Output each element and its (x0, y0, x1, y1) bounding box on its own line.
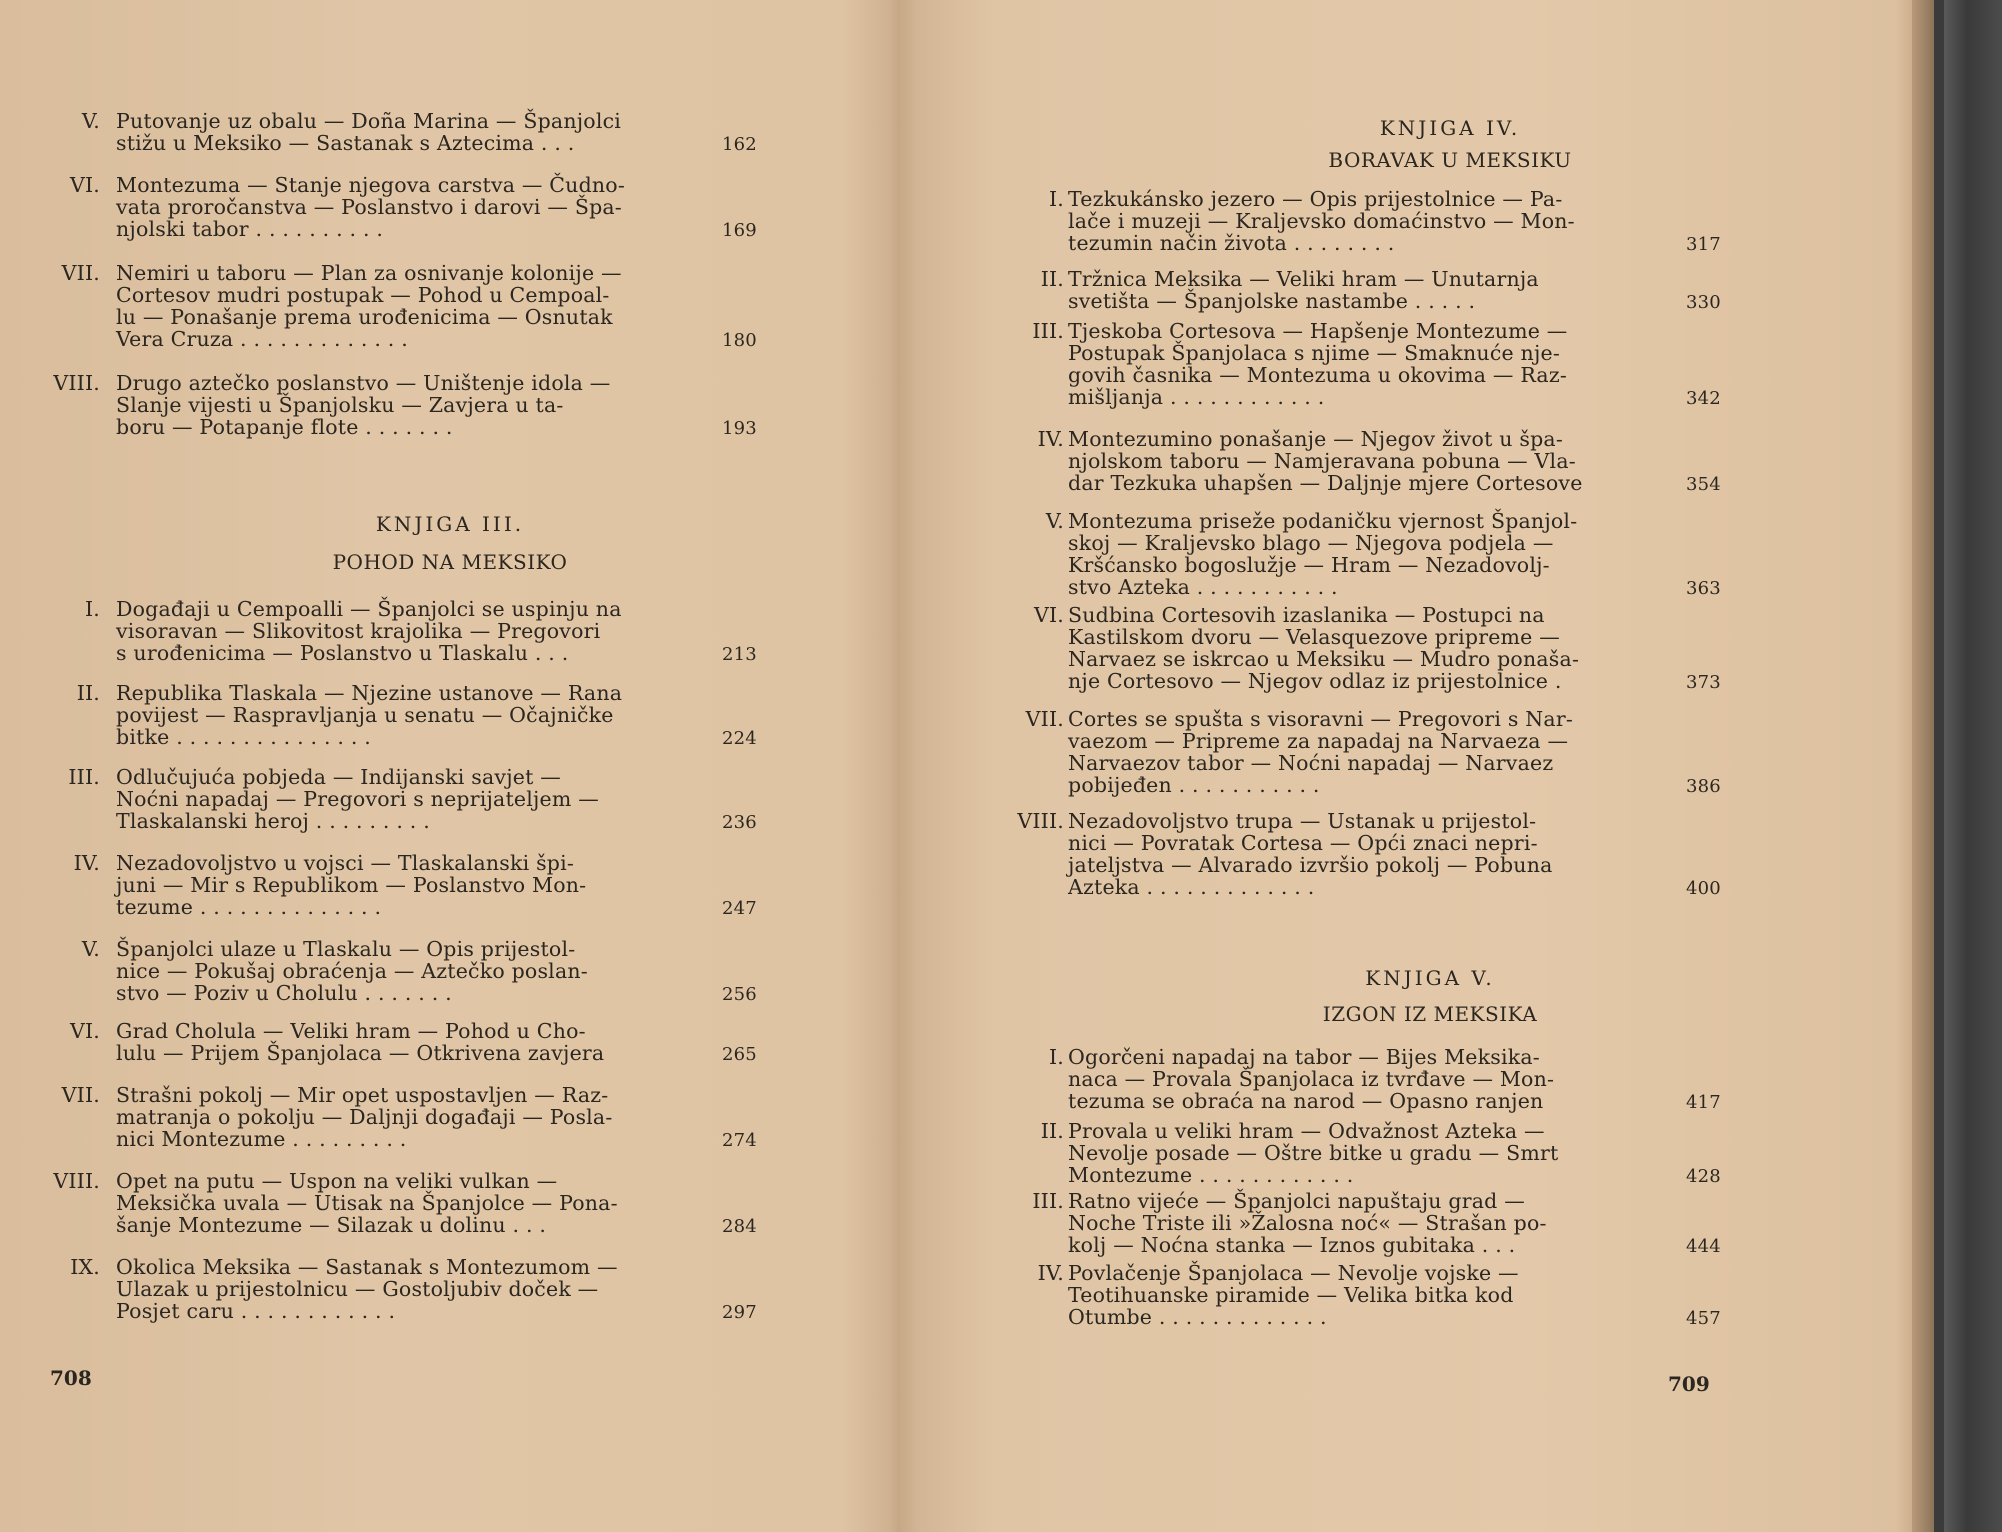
chapter-summary (1068, 810, 1646, 898)
book-title: BORAVAK U MEKSIKU (1328, 148, 1572, 172)
summary-line: Vera Cruza . . . . . . . . . . . . . (116, 327, 408, 351)
summary-line: Postupak Španjolaca s njime — Smaknuće nje- (1068, 341, 1560, 365)
summary-line: Događaji u Cempoalli — Španjolci se uspinju na (116, 597, 622, 621)
summary-line: matranja o pokolju — Daljnji događaji — Posla- (116, 1105, 613, 1129)
summary-line: Provala u veliki hram — Odvažnost Azteka — (1068, 1119, 1545, 1143)
chapter-page-number: 444 (1686, 1236, 1721, 1257)
chapter-summary (116, 262, 690, 350)
summary-line: stvo Azteka . . . . . . . . . . . (1068, 575, 1338, 599)
page-number: 708 (50, 1366, 92, 1390)
chapter-summary (1068, 1046, 1646, 1112)
book-heading: KNJIGA III. (375, 512, 525, 536)
chapter-page-number: 256 (722, 984, 757, 1005)
summary-line: Ogorčeni napadaj na tabor — Bijes Meksika- (1068, 1045, 1540, 1069)
chapter-summary (116, 1084, 690, 1150)
chapter-number: IV. (1037, 427, 1064, 451)
chapter-number: III. (1032, 319, 1064, 343)
summary-line: Povlačenje Španjolaca — Nevolje vojske — (1068, 1261, 1519, 1285)
summary-line: juni — Mir s Republikom — Poslanstvo Mon- (116, 873, 587, 897)
chapter-number: VI. (69, 1019, 100, 1043)
summary-line: nici Montezume . . . . . . . . . (116, 1127, 407, 1151)
chapter-page-number: 180 (722, 330, 757, 351)
chapter-page-number: 317 (1686, 234, 1721, 255)
summary-line: Nevolje posade — Oštre bitke u gradu — Smrt (1068, 1141, 1559, 1165)
chapter-page-number: 330 (1686, 292, 1721, 313)
chapter-page-number: 386 (1686, 776, 1721, 797)
summary-line: Nemiri u taboru — Plan za osnivanje kolonije — (116, 261, 622, 285)
summary-line: mišljanja . . . . . . . . . . . . (1068, 385, 1325, 409)
summary-line: Kršćansko bogoslužje — Hram — Nezadovolj- (1068, 553, 1550, 577)
summary-line: Tezkukánsko jezero — Opis prijestolnice — Pa- (1068, 187, 1563, 211)
summary-line: Grad Cholula — Veliki hram — Pohod u Cho- (116, 1019, 586, 1043)
chapter-page-number: 162 (722, 134, 757, 155)
book-fore-edge (1912, 0, 1934, 1532)
summary-line: vata proročanstva — Poslanstvo i darovi — Špa- (116, 195, 622, 219)
summary-line: Slanje vijesti u Španjolsku — Zavjera u ta- (116, 393, 564, 417)
summary-line: pobijeđen . . . . . . . . . . . (1068, 773, 1320, 797)
chapter-summary (116, 1020, 690, 1064)
chapter-number: VII. (61, 1083, 100, 1107)
summary-line: Noche Triste ili »Žalosna noć« — Strašan po- (1068, 1211, 1547, 1235)
summary-line: Tržnica Meksika — Veliki hram — Unutarnja (1068, 267, 1539, 291)
chapter-page-number: 297 (722, 1302, 757, 1323)
chapter-number: VIII. (53, 371, 100, 395)
chapter-number: III. (68, 765, 100, 789)
summary-line: Strašni pokolj — Mir opet uspostavljen — Raz- (116, 1083, 609, 1107)
chapter-number: I. (1048, 187, 1064, 211)
chapter-number: I. (84, 597, 100, 621)
chapter-number: VII. (61, 261, 100, 285)
summary-line: vaezom — Pripreme za napadaj na Narvaeza — (1068, 729, 1569, 753)
chapter-summary (1068, 188, 1646, 254)
summary-line: Kastilskom dvoru — Velasquezove pripreme — (1068, 625, 1560, 649)
chapter-page-number: 428 (1686, 1166, 1721, 1187)
chapter-page-number: 247 (722, 898, 757, 919)
chapter-number: VI. (1033, 603, 1064, 627)
chapter-page-number: 417 (1686, 1092, 1721, 1113)
chapter-page-number: 236 (722, 812, 757, 833)
chapter-number: VIII. (53, 1169, 100, 1193)
chapter-number: IV. (73, 851, 100, 875)
summary-line: Noćni napadaj — Pregovori s neprijateljem — (116, 787, 599, 811)
chapter-page-number: 193 (722, 418, 757, 439)
chapter-summary (1068, 604, 1646, 692)
summary-line: Tjeskoba Cortesova — Hapšenje Montezume — (1068, 319, 1568, 343)
chapter-number: VII. (1025, 707, 1064, 731)
summary-line: Montezume . . . . . . . . . . . . (1068, 1163, 1354, 1187)
chapter-page-number: 169 (722, 220, 757, 241)
background-surface (1944, 0, 2002, 1532)
book-title: IZGON IZ MEKSIKA (1322, 1002, 1538, 1026)
chapter-summary (116, 682, 690, 748)
book-title: POHOD NA MEKSIKO (332, 550, 568, 574)
chapter-number: II. (1040, 1119, 1064, 1143)
summary-line: povijest — Raspravljanja u senatu — Očajničke (116, 703, 614, 727)
summary-line: Otumbe . . . . . . . . . . . . . (1068, 1305, 1327, 1329)
summary-line: Ulazak u prijestolnicu — Gostoljubiv doček — (116, 1277, 599, 1301)
summary-line: lu — Ponašanje prema urođenicima — Osnutak (116, 305, 613, 329)
summary-line: Narvaezov tabor — Noćni napadaj — Narvaez (1068, 751, 1554, 775)
chapter-number: VI. (69, 173, 100, 197)
chapter-page-number: 274 (722, 1130, 757, 1151)
chapter-summary (116, 372, 690, 438)
summary-line: Montezumino ponašanje — Njegov život u špa- (1068, 427, 1563, 451)
chapter-summary (116, 1170, 690, 1236)
summary-line: stvo — Poziv u Cholulu . . . . . . . (116, 981, 452, 1005)
summary-line: šanje Montezume — Silazak u dolinu . . . (116, 1213, 547, 1237)
chapter-summary (1068, 428, 1646, 494)
summary-line: Meksička uvala — Utisak na Španjolce — Pona- (116, 1191, 618, 1215)
summary-line: naca — Provala Španjolaca iz tvrđave — Mon- (1068, 1067, 1555, 1091)
chapter-page-number: 342 (1686, 388, 1721, 409)
chapter-page-number: 284 (722, 1216, 757, 1237)
summary-line: Tlaskalanski heroj . . . . . . . . . (116, 809, 430, 833)
chapter-summary (116, 1256, 690, 1322)
chapter-page-number: 363 (1686, 578, 1721, 599)
summary-line: njolskom taboru — Namjeravana pobuna — Vla- (1068, 449, 1576, 473)
book-cover-edge (1934, 0, 1944, 1532)
chapter-number: V. (81, 937, 100, 961)
summary-line: kolj — Noćna stanka — Iznos gubitaka . . . (1068, 1233, 1516, 1257)
summary-line: s urođenicima — Poslanstvo u Tlaskalu . . . (116, 641, 569, 665)
chapter-summary (1068, 1120, 1646, 1186)
book-heading: KNJIGA V. (1365, 966, 1495, 990)
chapter-page-number: 354 (1686, 474, 1721, 495)
summary-line: bitke . . . . . . . . . . . . . . . (116, 725, 371, 749)
chapter-number: III. (1032, 1189, 1064, 1213)
summary-line: tezumin način života . . . . . . . . (1068, 231, 1395, 255)
chapter-summary (1068, 1262, 1646, 1328)
chapter-summary (116, 852, 690, 918)
chapter-page-number: 265 (722, 1044, 757, 1065)
summary-line: lulu — Prijem Španjolaca — Otkrivena zavjera (116, 1041, 605, 1065)
chapter-page-number: 457 (1686, 1308, 1721, 1329)
summary-line: Republika Tlaskala — Njezine ustanove — Rana (116, 681, 623, 705)
chapter-summary (116, 110, 690, 154)
summary-line: Odlučujuća pobjeda — Indijanski savjet — (116, 765, 561, 789)
summary-line: nice — Pokušaj obraćenja — Aztečko poslan- (116, 959, 588, 983)
summary-line: govih časnika — Montezuma u okovima — Raz- (1068, 363, 1567, 387)
chapter-page-number: 213 (722, 644, 757, 665)
chapter-page-number: 224 (722, 728, 757, 749)
summary-line: lače i muzeji — Kraljevsko domaćinstvo — Mon- (1068, 209, 1575, 233)
left-page (0, 0, 900, 1532)
summary-line: Narvaez se iskrcao u Meksiku — Mudro ponaša- (1068, 647, 1580, 671)
chapter-summary (1068, 320, 1646, 408)
summary-line: Španjolci ulaze u Tlaskalu — Opis prijestol- (116, 937, 576, 961)
summary-line: Posjet caru . . . . . . . . . . . . (116, 1299, 396, 1323)
right-page (980, 0, 1900, 1532)
summary-line: tezuma se obraća na narod — Opasno ranjen (1068, 1089, 1544, 1113)
chapter-summary (116, 938, 690, 1004)
chapter-number: V. (1045, 509, 1064, 533)
chapter-summary (1068, 268, 1646, 312)
chapter-number: VIII. (1017, 809, 1064, 833)
summary-line: skoj — Kraljevsko blago — Njegova podjela — (1068, 531, 1554, 555)
summary-line: nje Cortesovo — Njegov odlaz iz prijestolnice . (1068, 669, 1562, 693)
summary-line: Nezadovoljstvo trupa — Ustanak u prijestol- (1068, 809, 1537, 833)
summary-line: Cortesov mudri postupak — Pohod u Cempoal- (116, 283, 610, 307)
summary-line: njolski tabor . . . . . . . . . . (116, 217, 384, 241)
summary-line: Teotihuanske piramide — Velika bitka kod (1068, 1283, 1514, 1307)
summary-line: Okolica Meksika — Sastanak s Montezumom — (116, 1255, 618, 1279)
summary-line: Nezadovoljstvo u vojsci — Tlaskalanski špi- (116, 851, 575, 875)
summary-line: boru — Potapanje flote . . . . . . . (116, 415, 453, 439)
chapter-number: IX. (70, 1255, 100, 1279)
summary-line: jateljstva — Alvarado izvršio pokolj — Pobuna (1068, 853, 1553, 877)
summary-line: Opet na putu — Uspon na veliki vulkan — (116, 1169, 558, 1193)
book-heading: KNJIGA IV. (1379, 116, 1521, 140)
chapter-page-number: 373 (1686, 672, 1721, 693)
summary-line: Azteka . . . . . . . . . . . . . (1068, 875, 1315, 899)
chapter-summary (116, 766, 690, 832)
summary-line: stižu u Meksiko — Sastanak s Aztecima . . . (116, 131, 575, 155)
page-number: 709 (1668, 1372, 1710, 1396)
chapter-summary (116, 598, 690, 664)
chapter-number: V. (81, 109, 100, 133)
summary-line: Ratno vijeće — Španjolci napuštaju grad — (1068, 1189, 1525, 1213)
chapter-summary (116, 174, 690, 240)
chapter-page-number: 400 (1686, 878, 1721, 899)
summary-line: visoravan — Slikovitost krajolika — Pregovori (116, 619, 601, 643)
summary-line: Montezuma priseže podaničku vjernost Španjol- (1068, 509, 1578, 533)
summary-line: Putovanje uz obalu — Doña Marina — Španjolci (116, 109, 622, 133)
summary-line: svetišta — Španjolske nastambe . . . . . (1068, 289, 1476, 313)
chapter-summary (1068, 708, 1646, 796)
chapter-number: IV. (1037, 1261, 1064, 1285)
summary-line: Cortes se spušta s visoravni — Pregovori s Nar- (1068, 707, 1573, 731)
chapter-number: II. (76, 681, 100, 705)
chapter-number: II. (1040, 267, 1064, 291)
chapter-number: I. (1048, 1045, 1064, 1069)
summary-line: Sudbina Cortesovih izaslanika — Postupci na (1068, 603, 1545, 627)
summary-line: dar Tezkuka uhapšen — Daljnje mjere Cortesove (1068, 471, 1583, 495)
summary-line: nici — Povratak Cortesa — Opći znaci nepri- (1068, 831, 1538, 855)
summary-line: Drugo aztečko poslanstvo — Uništenje idola — (116, 371, 611, 395)
summary-line: Montezuma — Stanje njegova carstva — Čudno- (116, 173, 625, 197)
chapter-summary (1068, 510, 1646, 598)
summary-line: tezume . . . . . . . . . . . . . . (116, 895, 382, 919)
chapter-summary (1068, 1190, 1646, 1256)
